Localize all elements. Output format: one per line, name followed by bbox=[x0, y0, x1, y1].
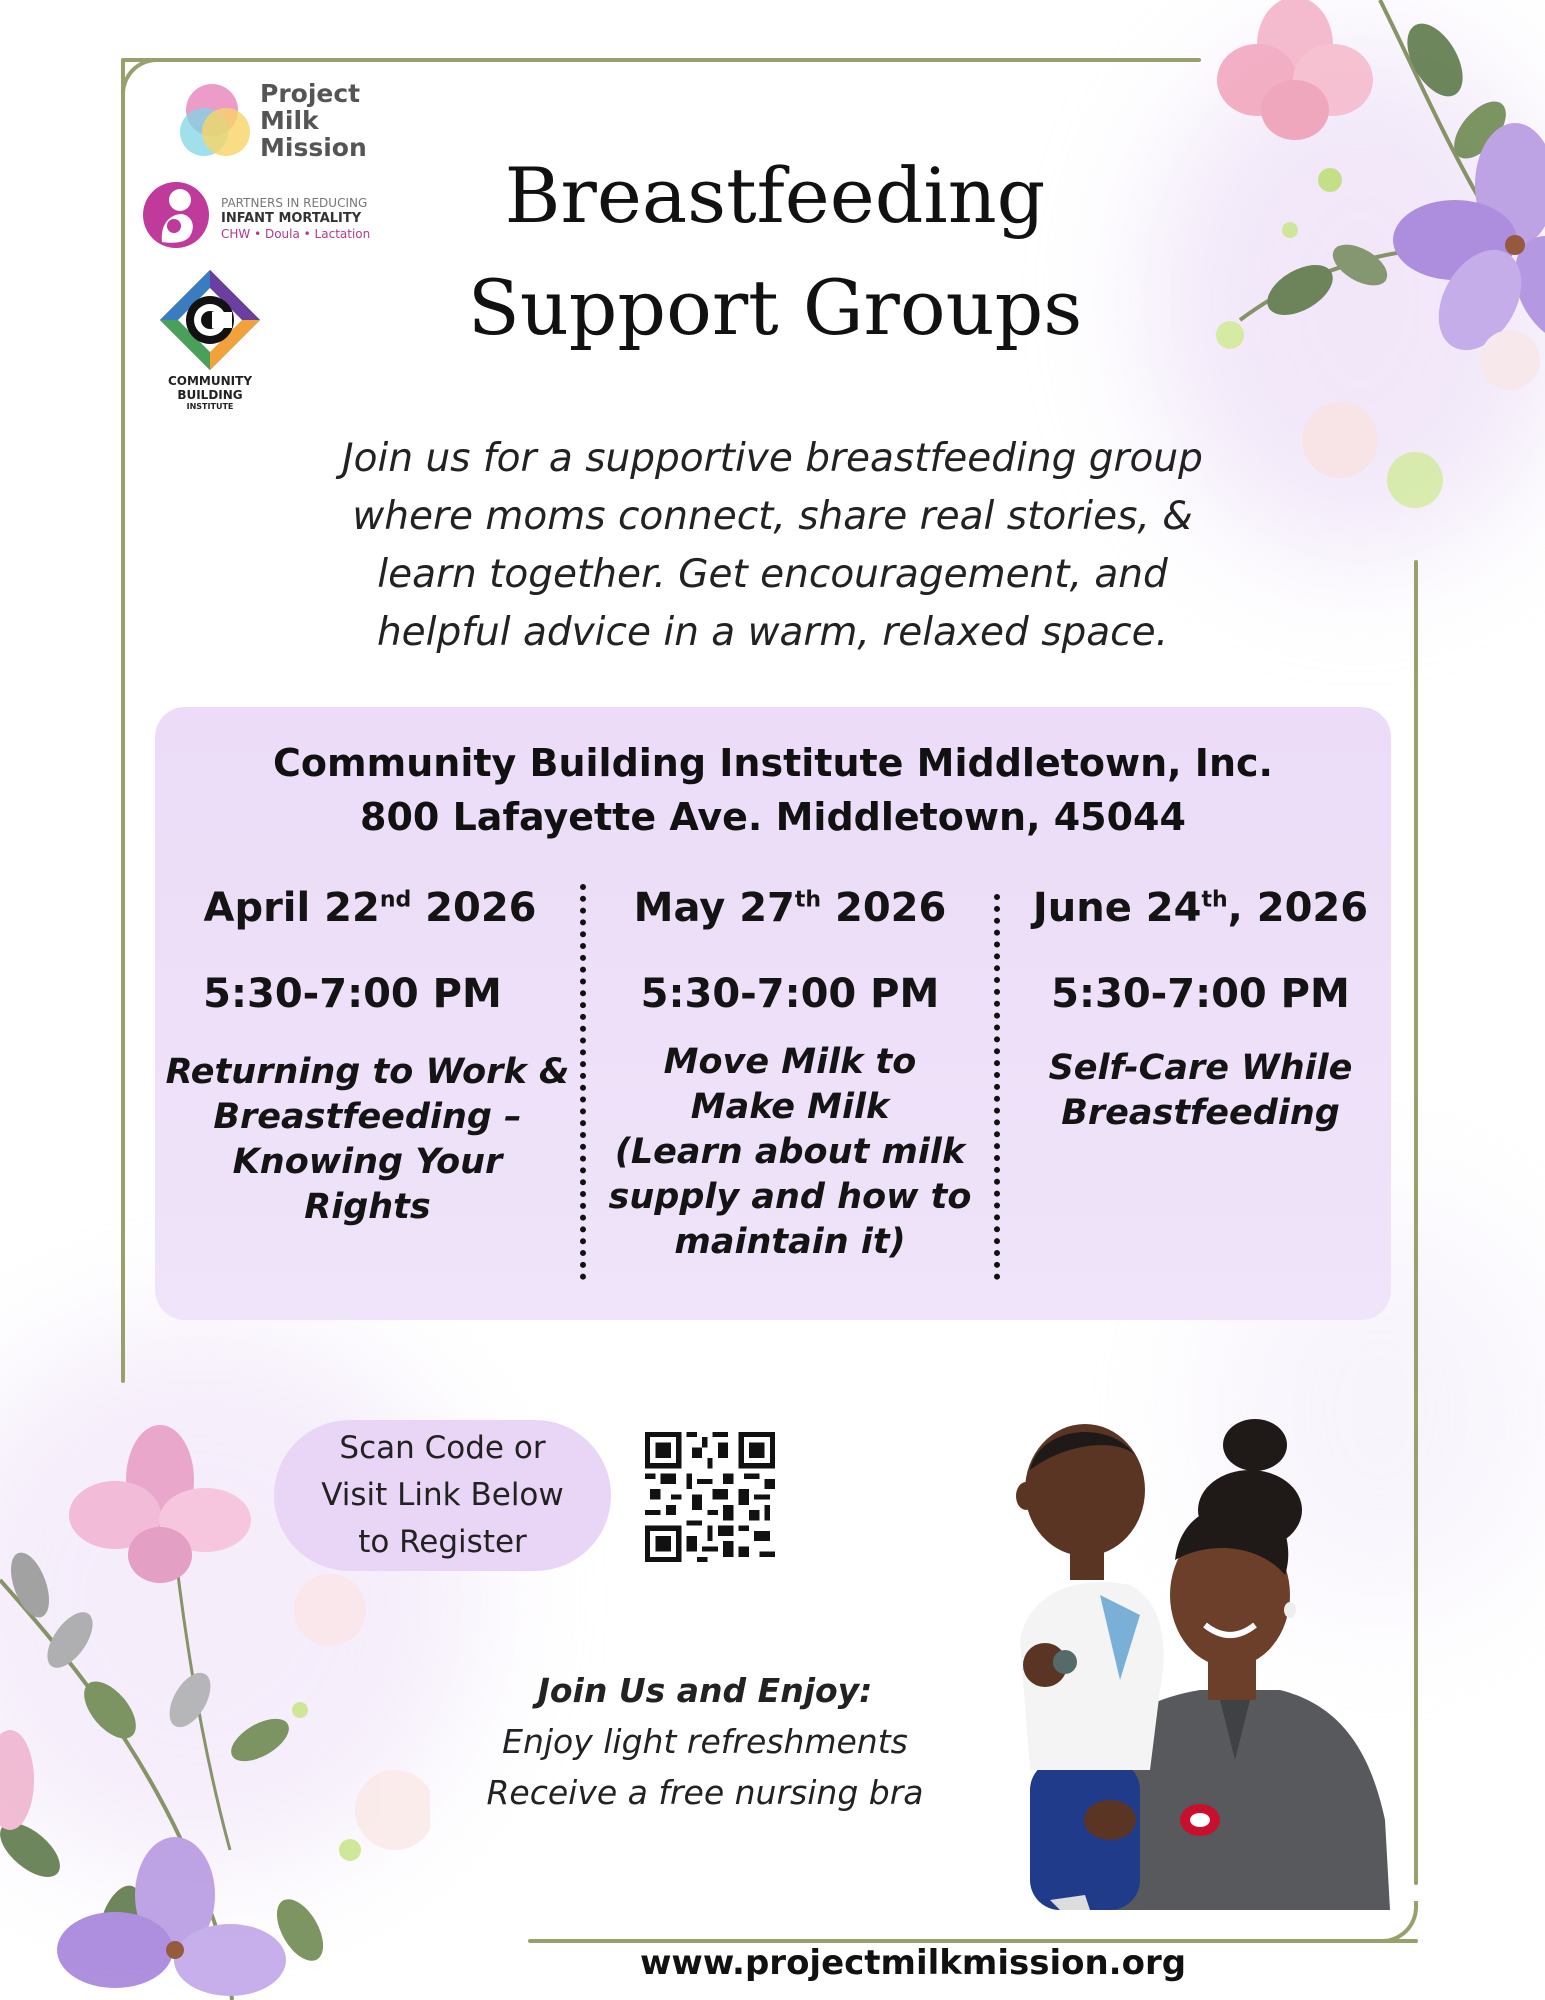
session-topic-line: Make Milk bbox=[690, 1087, 890, 1127]
venue-name: Community Building Institute Middletown, Inc. bbox=[273, 741, 1273, 785]
pmm-logo-line: Mission bbox=[260, 133, 367, 162]
register-line: Visit Link Below bbox=[321, 1477, 564, 1513]
register-line: Scan Code or bbox=[339, 1430, 546, 1466]
perks-item: Enjoy light refreshments bbox=[502, 1722, 908, 1761]
session-date-main: April 22 bbox=[203, 885, 380, 931]
frame-corner-top-left bbox=[121, 58, 163, 100]
mother-and-baby-photo bbox=[990, 1400, 1395, 1910]
registration-qr-code[interactable] bbox=[645, 1432, 775, 1562]
page-title bbox=[330, 140, 1220, 364]
session-date-year: , 2026 bbox=[1227, 885, 1369, 931]
session-topic-line: Returning to Work & bbox=[165, 1052, 570, 1092]
session-date bbox=[595, 882, 985, 934]
perks-heading: Join Us and Enjoy: bbox=[537, 1671, 873, 1710]
session-date bbox=[1008, 882, 1393, 934]
intro-line: Join us for a supportive breastfeeding group bbox=[342, 436, 1203, 481]
session-topic-line: Breastfeeding bbox=[1061, 1093, 1340, 1133]
primi-logo-line1: PARTNERS IN REDUCING bbox=[221, 196, 368, 210]
cbi-logo-line1: COMMUNITY BUILDING bbox=[167, 374, 253, 402]
session-may bbox=[595, 882, 985, 1265]
session-topic-line: Self-Care While bbox=[1048, 1048, 1353, 1088]
website-url[interactable]: www.projectmilkmission.org bbox=[640, 1943, 1187, 1983]
session-time: 5:30-7:00 PM bbox=[640, 971, 940, 1017]
title-line1: Breastfeeding bbox=[504, 151, 1046, 240]
intro-line: where moms connect, share real stories, & bbox=[352, 494, 1193, 539]
column-divider bbox=[994, 894, 1000, 1280]
community-building-institute-logo bbox=[140, 270, 280, 410]
cbi-logo-line2: INSTITUTE bbox=[186, 402, 234, 411]
project-milk-mission-icon bbox=[176, 80, 262, 162]
session-date bbox=[165, 882, 570, 934]
session-time: 5:30-7:00 PM bbox=[203, 971, 502, 1017]
frame-top-border bbox=[121, 58, 1201, 62]
title-line2: Support Groups bbox=[467, 263, 1083, 352]
session-june bbox=[1008, 882, 1393, 1136]
session-topic-line: maintain it) bbox=[674, 1222, 906, 1262]
intro-paragraph bbox=[200, 430, 1345, 662]
session-topic-line: supply and how to bbox=[608, 1177, 972, 1217]
session-topic bbox=[1008, 1046, 1393, 1136]
intro-line: helpful advice in a warm, relaxed space. bbox=[376, 610, 1169, 655]
venue-block bbox=[155, 737, 1391, 843]
session-topic-line: Rights bbox=[304, 1187, 431, 1227]
perks-block bbox=[420, 1665, 990, 1818]
session-date-suffix: nd bbox=[379, 887, 412, 913]
session-april bbox=[165, 882, 570, 1230]
column-divider bbox=[580, 884, 586, 1280]
register-line: to Register bbox=[358, 1524, 527, 1560]
session-date-main: May 27 bbox=[633, 885, 795, 931]
session-topic-line: Move Milk to bbox=[663, 1042, 917, 1082]
session-date-year: 2026 bbox=[411, 885, 537, 931]
session-topic bbox=[595, 1040, 985, 1265]
session-topic-line: (Learn about milk bbox=[614, 1132, 966, 1172]
primi-logo-line2: INFANT MORTALITY bbox=[221, 211, 362, 226]
pmm-logo-line: Project bbox=[260, 79, 361, 108]
frame-left-border bbox=[121, 58, 125, 1383]
pmm-logo-line: Milk bbox=[260, 106, 319, 135]
cbi-diamond-icon bbox=[160, 270, 260, 370]
session-date-year: 2026 bbox=[821, 885, 947, 931]
venue-address: 800 Lafayette Ave. Middletown, 45044 bbox=[360, 795, 1186, 839]
session-topic bbox=[165, 1050, 570, 1230]
mother-baby-icon bbox=[140, 180, 212, 250]
session-date-suffix: th bbox=[794, 887, 822, 913]
register-callout bbox=[274, 1420, 611, 1571]
session-topic-line: Knowing Your bbox=[232, 1142, 503, 1182]
primi-logo-line3: CHW • Doula • Lactation bbox=[221, 227, 371, 241]
session-date-main: June 24 bbox=[1032, 885, 1202, 931]
intro-line: learn together. Get encouragement, and bbox=[377, 552, 1168, 597]
session-date-suffix: th bbox=[1201, 887, 1228, 913]
perks-item: Receive a free nursing bra bbox=[486, 1773, 924, 1812]
session-topic-line: Breastfeeding – bbox=[213, 1097, 522, 1137]
frame-right-border bbox=[1414, 560, 1418, 1885]
session-time: 5:30-7:00 PM bbox=[1051, 971, 1350, 1017]
